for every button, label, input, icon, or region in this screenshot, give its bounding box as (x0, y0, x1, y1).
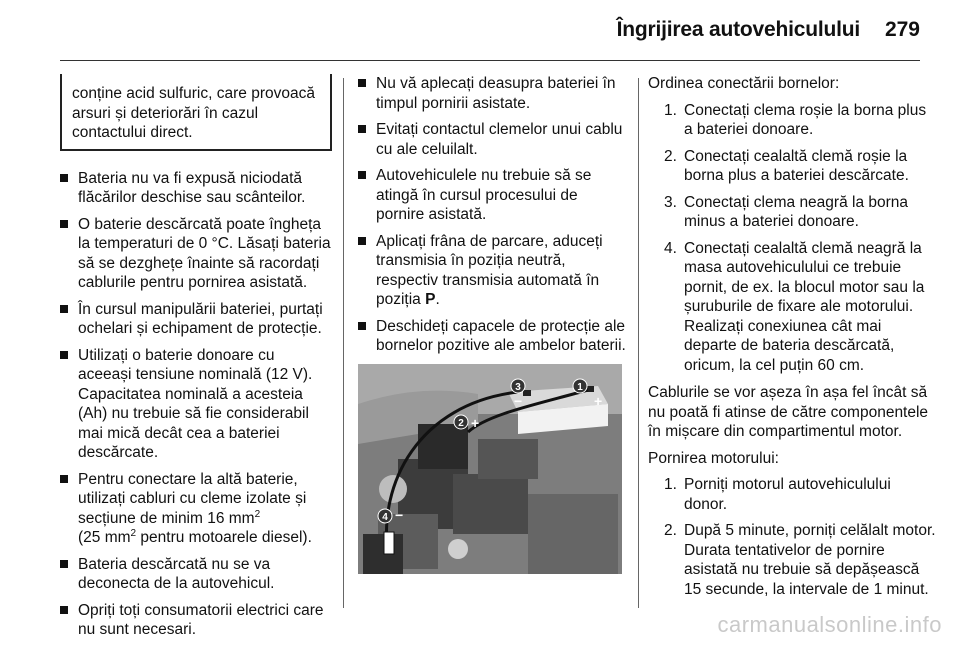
column-2 (358, 74, 626, 574)
list-item (648, 521, 938, 599)
watermark: carmanualsonline.info (717, 612, 942, 637)
step-text: După 5 minute, porniți celălalt motor. Durata tentativelor de pornire asistată nu trebuie să depășească 15 secunde, la intervale de 1 minut. (684, 522, 936, 598)
list-item: Utilizați o baterie donoare cu aceeași tensiune nominală (12 V). Capacitatea nominală a acesteia (Ah) nu trebuie să fie considerabil mai mică decât cea a bateriei descărcate. (60, 346, 332, 463)
step-text: Porniți motorul autovehiculului donor. (684, 476, 891, 513)
step-text: Conectați cealaltă clemă neagră la masa autovehiculului ce trebuie pornit, de ex. la blocul motor sau la șuruburile de fixare ale motorului. Realizați conexiunea cât mai departe de bateria descărcată, oricum, la cel puțin 60 cm. (684, 239, 925, 374)
bullet-list-2 (358, 74, 626, 356)
header-rule (60, 60, 920, 61)
list-item: Deschideți capacele de protecție ale bornelor pozitive ale ambelor baterii. (358, 317, 626, 356)
list-item (648, 193, 938, 232)
minus-sign-3: − (514, 392, 523, 409)
page-header (0, 0, 960, 62)
list-item: Autovehiculele nu trebuie să se atingă în cursul procesului de pornire asistată. (358, 166, 626, 225)
cable-text-3: pentru motoarele diesel). (136, 529, 312, 546)
cable-paragraph: Cablurile se vor așeza în așa fel încât să nu poată fi atinse de către componentele în mișcare din compartimentul motor. (648, 384, 929, 440)
list-item: Bateria nu va fi expusă niciodată flăcărilor deschise sau scânteilor. (60, 169, 332, 208)
warning-box (60, 74, 332, 151)
transmission-text: Aplicați frâna de parcare, aduceți transmisia în poziția neutră, respectiv transmisia automată în poziția (376, 232, 603, 308)
list-item: O baterie descărcată poate îngheța la temperaturi de 0 °C. Lăsați bateria să se dezghețe înainte să racordați cablurile pentru pornirea asistată. (60, 215, 332, 293)
position-p: P (425, 291, 436, 308)
column-3 (648, 74, 938, 607)
bullet-list-1 (60, 169, 332, 640)
warning-text: conține acid sulfuric, care provoacă arsuri și deteriorări în cazul contactului direct. (72, 85, 315, 141)
superscript: 2 (130, 527, 137, 539)
engine-bay-illustration (358, 364, 622, 574)
period: . (435, 291, 440, 308)
cable-text-2: (25 mm (78, 529, 131, 546)
engine-bay-photo (358, 364, 622, 574)
plus-sign-2: + (471, 414, 480, 431)
marker-4: 4 (382, 511, 388, 523)
page-number: 279 (884, 18, 920, 41)
list-item (648, 475, 938, 514)
start-title: Pornirea motorului: (648, 449, 779, 467)
list-item-cable-section (60, 470, 332, 548)
list-item: Bateria descărcată nu se va deconecta de la autovehicul. (60, 555, 332, 594)
list-item: Evitați contactul clemelor unui cablu cu ale celuilalt. (358, 120, 626, 159)
list-item (648, 147, 938, 186)
ground-clamp (384, 532, 394, 554)
step-text: Conectați cealaltă clemă roșie la borna plus a bateriei descărcate. (684, 147, 909, 184)
step-text: Conectați clema roșie la borna plus a bateriei donoare. (684, 101, 927, 138)
step-number: 4. (664, 239, 677, 257)
cable-text-1: Pentru conectare la altă baterie, utilizați cabluri cu cleme izolate și secțiune de minim 16 mm (78, 470, 307, 527)
list-item-transmission (358, 232, 626, 310)
step-number: 1. (664, 476, 677, 493)
list-item (648, 239, 938, 376)
list-item (648, 101, 938, 140)
step-number: 2. (664, 522, 677, 539)
order-title: Ordinea conectării bornelor: (648, 75, 840, 92)
column-divider-1 (343, 78, 344, 608)
marker-3: 3 (515, 381, 521, 393)
superscript: 2 (254, 508, 261, 520)
plus-sign-1: + (594, 392, 603, 409)
engine-start-list (648, 475, 938, 599)
page-title: Îngrijirea autovehiculului (616, 18, 860, 41)
battery-terminal-minus (523, 390, 531, 396)
column-1 (60, 74, 332, 647)
step-text: Conectați clema neagră la borna minus a bateriei donoare. (684, 193, 909, 230)
connection-order-list (648, 101, 938, 376)
minus-sign-4: − (395, 506, 404, 523)
list-item: În cursul manipulării bateriei, purtați ochelari și echipament de protecție. (60, 300, 332, 339)
step-number: 3. (664, 193, 677, 211)
list-item: Nu vă aplecați deasupra bateriei în timpul pornirii asistate. (358, 74, 626, 113)
column-divider-2 (638, 78, 639, 608)
step-number: 1. (664, 101, 677, 119)
marker-2: 2 (458, 417, 464, 429)
step-number: 2. (664, 147, 677, 165)
list-item: Opriți toți consumatorii electrici care nu sunt necesari. (60, 601, 332, 640)
marker-1: 1 (577, 381, 583, 393)
